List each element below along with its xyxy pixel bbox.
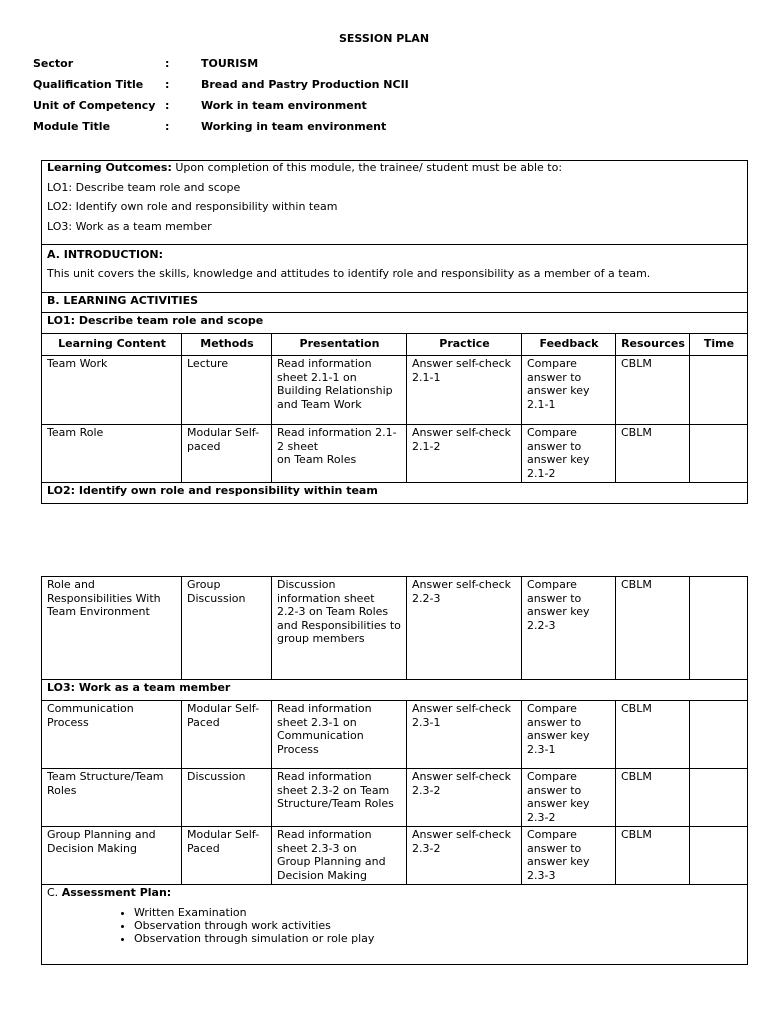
table-row xyxy=(42,425,748,483)
col-presentation: Presentation xyxy=(272,334,407,356)
cell-content: Team Role xyxy=(42,425,182,483)
cell-method: Lecture xyxy=(182,356,272,425)
cell-time xyxy=(690,701,748,769)
cell-content: Communication Process xyxy=(42,701,182,769)
meta-label: Sector xyxy=(33,57,74,70)
cell-time xyxy=(690,356,748,425)
meta-value: TOURISM xyxy=(201,57,259,70)
meta-sep: : xyxy=(165,78,170,91)
introduction xyxy=(42,245,748,293)
col-resources: Resources xyxy=(616,334,690,356)
session-table-part1 xyxy=(41,160,748,504)
table-row xyxy=(42,356,748,425)
assessment-prefix: C. xyxy=(47,886,62,899)
cell-content: Group Planning and Decision Making xyxy=(42,827,182,885)
assessment-list xyxy=(47,906,743,945)
cell-presentation: Read information sheet 2.3-3 on Group Planning and Decision Making xyxy=(272,827,407,885)
meta-sep: : xyxy=(165,57,170,70)
outcome-item: LO2: Identify own role and responsibility within team xyxy=(47,200,338,213)
lo2-heading: LO2: Identify own role and responsibility within team xyxy=(42,483,748,504)
cell-resources: CBLM xyxy=(616,356,690,425)
cell-presentation: Read information 2.1-2 sheet on Team Roles xyxy=(272,425,407,483)
col-practice: Practice xyxy=(407,334,522,356)
introduction-row xyxy=(42,245,748,293)
learning-outcomes xyxy=(42,161,748,245)
cell-resources: CBLM xyxy=(616,769,690,827)
introduction-heading: A. INTRODUCTION: xyxy=(47,248,164,261)
meta-row-unit xyxy=(33,95,733,116)
lo2-heading-row xyxy=(42,483,748,504)
cell-feedback: Compare answer to answer key 2.1-2 xyxy=(522,425,616,483)
cell-resources: CBLM xyxy=(616,425,690,483)
list-item: • Written Examination xyxy=(134,906,743,919)
cell-time xyxy=(690,827,748,885)
cell-practice: Answer self-check 2.3-2 xyxy=(407,769,522,827)
cell-presentation: Discussion information sheet 2.2-3 on Team Roles and Responsibilities to group members xyxy=(272,577,407,680)
col-time: Time xyxy=(690,334,748,356)
col-learning-content: Learning Content xyxy=(42,334,182,356)
outcomes-row xyxy=(42,161,748,245)
cell-method: Group Discussion xyxy=(182,577,272,680)
list-item: • Observation through simulation or role play xyxy=(134,932,743,945)
cell-practice: Answer self-check 2.3-2 xyxy=(407,827,522,885)
cell-time xyxy=(690,425,748,483)
cell-presentation: Read information sheet 2.1-1 on Building Relationship and Team Work xyxy=(272,356,407,425)
meta-row-sector xyxy=(33,53,733,74)
meta-row-module xyxy=(33,116,733,137)
meta-value: Bread and Pastry Production NCII xyxy=(201,78,409,91)
activities-heading: B. LEARNING ACTIVITIES xyxy=(42,293,748,313)
table-row xyxy=(42,701,748,769)
lo1-heading: LO1: Describe team role and scope xyxy=(42,313,748,334)
page-title: SESSION PLAN xyxy=(338,32,430,45)
cell-presentation: Read information sheet 2.3-2 on Team Structure/Team Roles xyxy=(272,769,407,827)
lo3-heading-row xyxy=(42,680,748,701)
cell-practice: Answer self-check 2.1-2 xyxy=(407,425,522,483)
cell-content: Team Structure/Team Roles xyxy=(42,769,182,827)
cell-resources: CBLM xyxy=(616,827,690,885)
cell-practice: Answer self-check 2.2-3 xyxy=(407,577,522,680)
cell-feedback: Compare answer to answer key 2.3-3 xyxy=(522,827,616,885)
meta-sep: : xyxy=(165,120,170,133)
cell-practice: Answer self-check 2.3-1 xyxy=(407,701,522,769)
meta-value: Work in team environment xyxy=(201,99,367,112)
assessment-heading: Assessment Plan: xyxy=(61,886,172,899)
cell-practice: Answer self-check 2.1-1 xyxy=(407,356,522,425)
cell-time xyxy=(690,577,748,680)
cell-time xyxy=(690,769,748,827)
session-table-part2 xyxy=(41,576,748,965)
activities-heading-row xyxy=(42,293,748,313)
session-meta xyxy=(33,53,733,137)
cell-resources: CBLM xyxy=(616,701,690,769)
meta-label: Unit of Competency xyxy=(33,99,156,112)
col-methods: Methods xyxy=(182,334,272,356)
cell-method: Modular Self-Paced xyxy=(182,827,272,885)
outcome-item: LO1: Describe team role and scope xyxy=(47,180,241,194)
cell-feedback: Compare answer to answer key 2.2-3 xyxy=(522,577,616,680)
outcomes-label: Learning Outcomes: xyxy=(47,161,172,174)
table-row xyxy=(42,827,748,885)
cell-method: Modular Self-Paced xyxy=(182,701,272,769)
cell-method: Discussion xyxy=(182,769,272,827)
table-row xyxy=(42,577,748,680)
meta-label: Qualification Title xyxy=(33,78,144,91)
cell-feedback: Compare answer to answer key 2.1-1 xyxy=(522,356,616,425)
table-row xyxy=(42,769,748,827)
cell-method: Modular Self-paced xyxy=(182,425,272,483)
cell-resources: CBLM xyxy=(616,577,690,680)
lo3-heading: LO3: Work as a team member xyxy=(42,680,748,701)
cell-content: Team Work xyxy=(42,356,182,425)
cell-feedback: Compare answer to answer key 2.3-1 xyxy=(522,701,616,769)
lo1-heading-row xyxy=(42,313,748,334)
cell-presentation: Read information sheet 2.3-1 on Communication Process xyxy=(272,701,407,769)
list-item: • Observation through work activities xyxy=(134,919,743,932)
col-feedback: Feedback xyxy=(522,334,616,356)
cell-feedback: Compare answer to answer key 2.3-2 xyxy=(522,769,616,827)
meta-sep: : xyxy=(165,99,170,112)
assessment-row xyxy=(42,885,748,965)
introduction-text: This unit covers the skills, knowledge and attitudes to identify role and responsibility as a member of a team. xyxy=(47,266,651,280)
assessment-plan xyxy=(42,885,748,965)
meta-value: Working in team environment xyxy=(201,120,387,133)
meta-row-qualification xyxy=(33,74,733,95)
column-header-row xyxy=(42,334,748,356)
outcomes-intro: Upon completion of this module, the trainee/ student must be able to: xyxy=(171,161,563,174)
meta-label: Module Title xyxy=(33,120,111,133)
cell-content: Role and Responsibilities With Team Environment xyxy=(42,577,182,680)
outcome-item: LO3: Work as a team member xyxy=(47,219,212,233)
